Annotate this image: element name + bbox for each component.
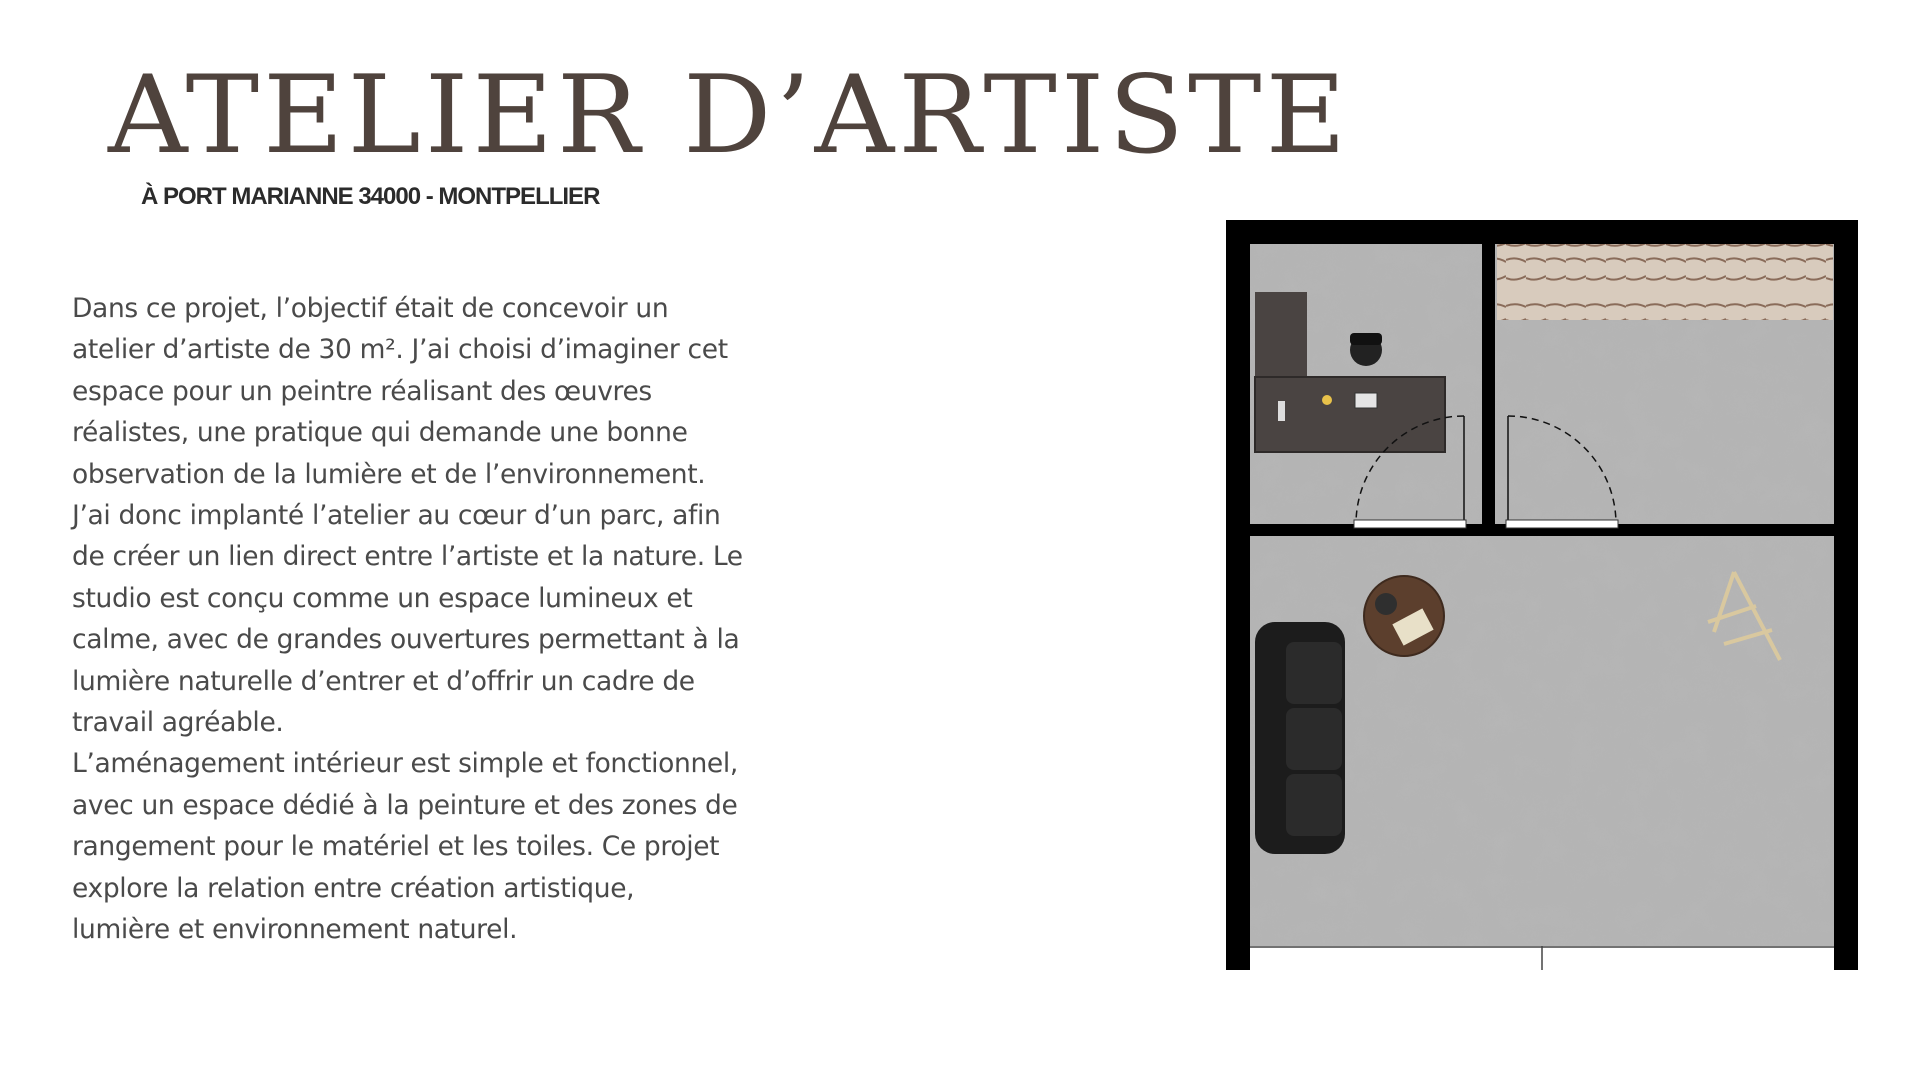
page-subtitle: À PORT MARIANNE 34000 - MONTPELLIER [141, 183, 600, 210]
sofa-icon [1255, 622, 1345, 854]
description-line: lumière et environnement naturel. [72, 914, 518, 946]
description-line: observation de la lumière et de l’environnement. [72, 458, 706, 490]
description-line: Dans ce projet, l’objectif était de concevoir un [72, 293, 669, 324]
description-line: atelier d’artiste de 30 m². J’ai choisi d’imaginer cet [72, 334, 728, 366]
description-line: espace pour un peintre réalisant des œuvres [72, 375, 652, 407]
description-line: studio est conçu comme un espace lumineux et [72, 582, 693, 614]
table-lamp-icon [1322, 395, 1332, 405]
round-coffee-table-icon [1364, 576, 1444, 656]
description-line: L’aménagement intérieur est simple et fonctionnel, [72, 748, 738, 780]
description-line: calme, avec de grandes ouvertures permettant à la [72, 624, 740, 656]
wooden-storage-shelf-icon [1497, 244, 1833, 320]
description-line: de créer un lien direct entre l’artiste et la nature. Le [72, 541, 743, 573]
project-description [72, 288, 792, 951]
description-line: travail agréable. [72, 707, 284, 739]
description-line: lumière naturelle d’entrer et d’offrir un cadre de [72, 665, 695, 697]
description-line: rangement pour le matériel et les toiles. Ce projet [72, 831, 720, 863]
window-icon [1250, 946, 1834, 970]
description-line: explore la relation entre création artistique, [72, 872, 635, 904]
office-chair-icon [1350, 333, 1382, 366]
laptop-icon [1355, 393, 1377, 408]
description-line: J’ai donc implanté l’atelier au cœur d’un parc, afin [72, 500, 721, 532]
description-line: avec un espace dédié à la peinture et des zones de [72, 789, 738, 821]
page-title: ATELIER D’ARTISTE [108, 53, 1351, 178]
floor-plan [1226, 220, 1858, 970]
description-line: réalistes, une pratique qui demande une bonne [72, 417, 688, 449]
